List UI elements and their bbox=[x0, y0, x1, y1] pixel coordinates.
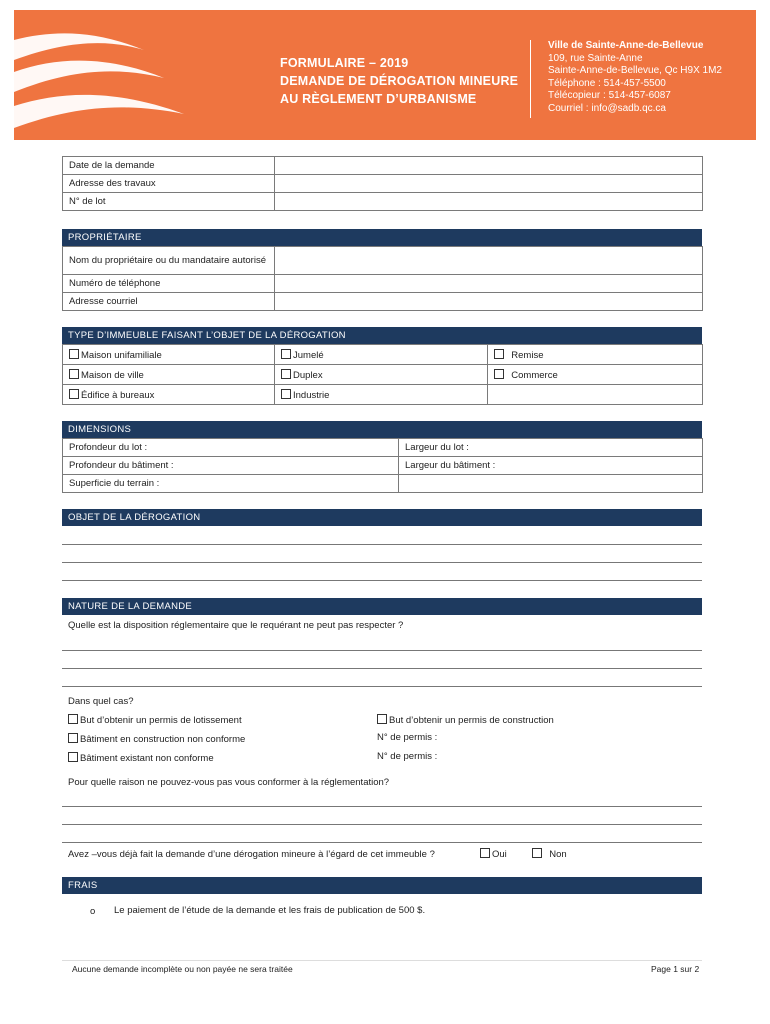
form-title-line-1: FORMULAIRE – 2019 bbox=[280, 56, 409, 70]
owner-phone-label: Numéro de téléphone bbox=[63, 275, 275, 293]
option-construction-permit[interactable] bbox=[377, 714, 554, 727]
owner-name-label: Nom du propriétaire ou du mandataire autorisé bbox=[63, 247, 275, 275]
option-nonconform-construction[interactable] bbox=[68, 733, 245, 746]
form-title bbox=[280, 54, 518, 108]
contact-address-1: 109, rue Sainte-Anne bbox=[548, 52, 643, 64]
dimensions-table bbox=[62, 438, 703, 493]
building-width-field[interactable]: Largeur du bâtiment : bbox=[399, 457, 703, 475]
option-existing-nonconform[interactable] bbox=[68, 752, 214, 765]
objet-heading: OBJET DE LA DÉROGATION bbox=[62, 509, 702, 526]
option-shed[interactable] bbox=[488, 345, 703, 365]
header-divider bbox=[530, 40, 531, 118]
bullet-icon: o bbox=[90, 906, 96, 917]
form-title-line-3: AU RÈGLEMENT D’URBANISME bbox=[280, 92, 477, 106]
lot-width-field[interactable]: Largeur du lot : bbox=[399, 439, 703, 457]
checkbox[interactable] bbox=[494, 369, 504, 379]
checkbox[interactable] bbox=[494, 349, 504, 359]
empty-cell bbox=[399, 475, 703, 493]
option-label: But d’obtenir un permis de lotissement bbox=[80, 715, 242, 726]
dimensions-heading: DIMENSIONS bbox=[62, 421, 702, 438]
page-number: Page 1 sur 2 bbox=[651, 964, 700, 974]
checkbox[interactable] bbox=[68, 752, 78, 762]
contact-block bbox=[548, 40, 722, 116]
option-label: But d’obtenir un permis de construction bbox=[389, 715, 554, 726]
reason-line-1[interactable] bbox=[62, 806, 702, 807]
owner-heading: PROPRIÉTAIRE bbox=[62, 229, 702, 246]
date-label: Date de la demande bbox=[63, 157, 275, 175]
option-single-family[interactable] bbox=[63, 345, 275, 365]
fees-heading: FRAIS bbox=[62, 877, 702, 894]
option-label: Duplex bbox=[293, 369, 323, 381]
reason-line-3[interactable] bbox=[62, 842, 702, 843]
option-label: Maison unifamiliale bbox=[81, 349, 162, 361]
option-yes[interactable] bbox=[480, 848, 507, 861]
building-depth-field[interactable]: Profondeur du bâtiment : bbox=[63, 457, 399, 475]
option-label: Oui bbox=[492, 849, 507, 860]
header-banner bbox=[14, 10, 756, 140]
option-label: Édifice à bureaux bbox=[81, 389, 155, 401]
owner-email-field[interactable] bbox=[275, 293, 703, 311]
nature-question: Quelle est la disposition réglementaire que le requérant ne peut pas respecter ? bbox=[68, 620, 404, 631]
checkbox[interactable] bbox=[69, 389, 79, 399]
date-field[interactable] bbox=[275, 157, 703, 175]
lot-label: N° de lot bbox=[63, 193, 275, 211]
option-label: Jumelé bbox=[293, 349, 324, 361]
option-duplex[interactable] bbox=[275, 365, 488, 385]
option-townhouse[interactable] bbox=[63, 365, 275, 385]
checkbox[interactable] bbox=[532, 848, 542, 858]
nature-heading: NATURE DE LA DEMANDE bbox=[62, 598, 702, 615]
option-industry[interactable] bbox=[275, 385, 488, 405]
objet-line-2[interactable] bbox=[62, 562, 702, 563]
checkbox[interactable] bbox=[281, 349, 291, 359]
option-office[interactable] bbox=[63, 385, 275, 405]
fees-text: Le paiement de l’étude de la demande et les frais de publication de 500 $. bbox=[114, 905, 426, 916]
reason-question: Pour quelle raison ne pouvez-vous pas vous conformer à la réglementation? bbox=[68, 777, 390, 788]
checkbox[interactable] bbox=[281, 389, 291, 399]
option-commerce[interactable] bbox=[488, 365, 703, 385]
option-no[interactable] bbox=[532, 848, 567, 861]
option-label: Industrie bbox=[293, 389, 330, 401]
lot-depth-field[interactable]: Profondeur du lot : bbox=[63, 439, 399, 457]
contact-org: Ville de Sainte-Anne-de-Bellevue bbox=[548, 40, 704, 51]
nature-line-1[interactable] bbox=[62, 650, 702, 651]
nature-line-2[interactable] bbox=[62, 668, 702, 669]
address-field[interactable] bbox=[275, 175, 703, 193]
checkbox[interactable] bbox=[377, 714, 387, 724]
option-semi-detached[interactable] bbox=[275, 345, 488, 365]
permit-number-2[interactable]: N° de permis : bbox=[377, 751, 438, 762]
option-label: Commerce bbox=[511, 369, 558, 381]
lot-field[interactable] bbox=[275, 193, 703, 211]
case-label: Dans quel cas? bbox=[68, 696, 134, 707]
prior-question: Avez –vous déjà fait la demande d’une dérogation mineure à l’égard de cet immeuble ? bbox=[68, 849, 435, 860]
footer-divider bbox=[62, 960, 702, 961]
owner-phone-field[interactable] bbox=[275, 275, 703, 293]
request-info-table bbox=[62, 156, 703, 211]
checkbox[interactable] bbox=[68, 714, 78, 724]
footer-note: Aucune demande incomplète ou non payée ne sera traitée bbox=[72, 964, 293, 974]
building-type-heading: TYPE D’IMMEUBLE FAISANT L’OBJET DE LA DÉROGATION bbox=[62, 327, 702, 344]
empty-cell bbox=[488, 385, 703, 405]
contact-email[interactable]: Courriel : info@sadb.qc.ca bbox=[548, 102, 666, 114]
city-logo-waves bbox=[14, 10, 274, 140]
option-label: Bâtiment existant non conforme bbox=[80, 753, 214, 764]
permit-number-1[interactable]: N° de permis : bbox=[377, 732, 438, 743]
contact-phone: Téléphone : 514-457-5500 bbox=[548, 77, 666, 89]
checkbox[interactable] bbox=[281, 369, 291, 379]
option-label: Bâtiment en construction non conforme bbox=[80, 734, 246, 745]
owner-name-field[interactable] bbox=[275, 247, 703, 275]
owner-email-label: Adresse courriel bbox=[63, 293, 275, 311]
building-type-table bbox=[62, 344, 703, 405]
checkbox[interactable] bbox=[68, 733, 78, 743]
checkbox[interactable] bbox=[69, 349, 79, 359]
area-field[interactable]: Superficie du terrain : bbox=[63, 475, 399, 493]
contact-fax: Télécopieur : 514-457-6087 bbox=[548, 90, 671, 102]
objet-line-3[interactable] bbox=[62, 580, 702, 581]
option-label: Remise bbox=[511, 349, 544, 361]
objet-line-1[interactable] bbox=[62, 544, 702, 545]
nature-line-3[interactable] bbox=[62, 686, 702, 687]
form-title-line-2: DEMANDE DE DÉROGATION MINEURE bbox=[280, 74, 519, 88]
checkbox[interactable] bbox=[480, 848, 490, 858]
address-label: Adresse des travaux bbox=[63, 175, 275, 193]
option-subdivision-permit[interactable] bbox=[68, 714, 242, 727]
option-label: Non bbox=[549, 849, 567, 860]
option-label: Maison de ville bbox=[81, 369, 144, 381]
reason-line-2[interactable] bbox=[62, 824, 702, 825]
contact-address-2: Sainte-Anne-de-Bellevue, Qc H9X 1M2 bbox=[548, 65, 722, 77]
owner-table bbox=[62, 246, 703, 311]
checkbox[interactable] bbox=[69, 369, 79, 379]
